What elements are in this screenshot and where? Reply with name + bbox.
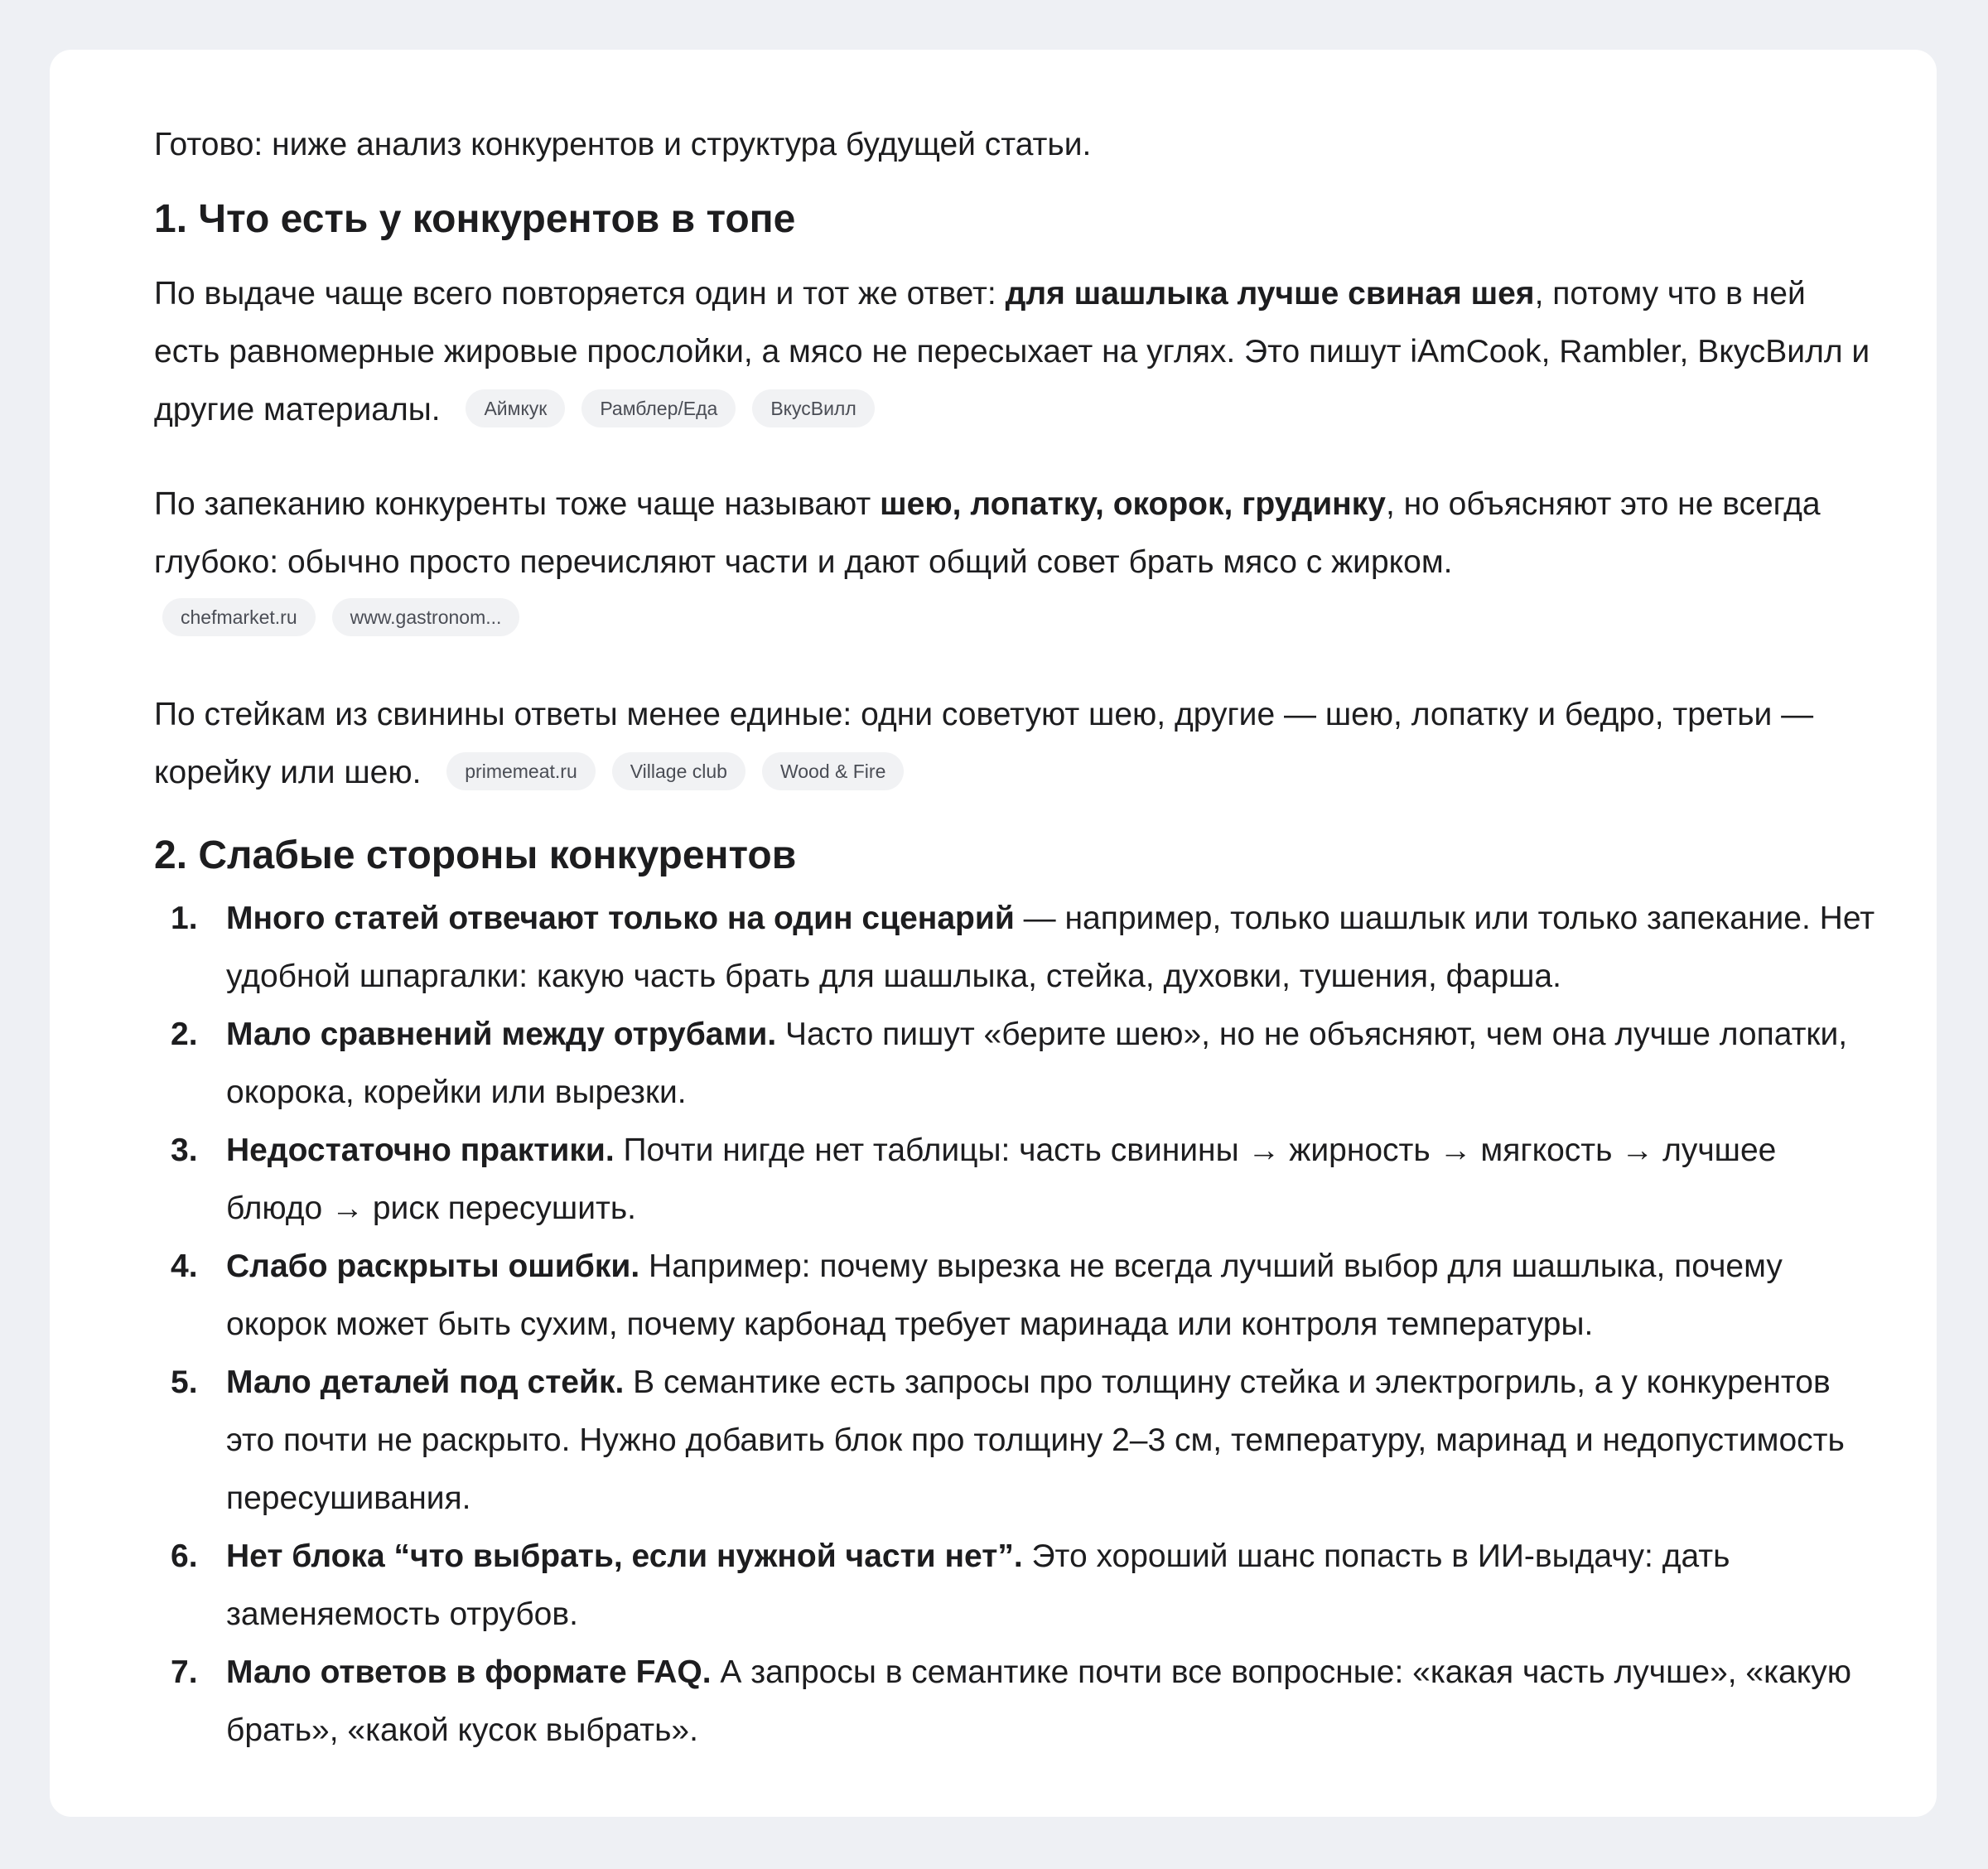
- list-item: 1. Много статей отвечают только на один сценарий — например, только шашлык или только запекание. Нет удобной шпаргалки: какую часть брать для шашлыка, стейка, духовки, тушения, фарша.: [171, 901, 1875, 994]
- source-chip[interactable]: primemeat.ru: [446, 752, 595, 790]
- source-chip[interactable]: Рамблер/Еда: [581, 389, 736, 427]
- highlight-text: для шашлыка лучше свиная шея: [1005, 276, 1535, 312]
- source-chip[interactable]: www.gastronom...: [332, 598, 520, 636]
- section1-heading: 1. Что есть у конкурентов в топе: [154, 197, 796, 241]
- section1-paragraph-2: По запеканию конкуренты тоже чаще называют шею, лопатку, окорок, грудинку, но объясняют это не всегда глубоко: обычно просто перечисляют части и дают общий совет брать мясо с жирком.: [154, 486, 1821, 580]
- source-chips-row: [154, 592, 1879, 650]
- list-item: 7. Мало ответов в формате FAQ. А запросы в семантике почти все вопросные: «какая часть лучше», «какую брать», «какой кусок выбрать».: [171, 1654, 1851, 1748]
- weaknesses-list: [154, 890, 1879, 1760]
- list-item: 3. Недостаточно практики. Почти нигде нет таблицы: часть свинины → жирность → мягкость → лучшее блюдо → риск пересушить.: [171, 1133, 1777, 1226]
- section2-heading: 2. Слабые стороны конкурентов: [154, 833, 797, 877]
- list-item: 4. Слабо раскрыты ошибки. Например: почему вырезка не всегда лучший выбор для шашлыка, почему окорок может быть сухим, почему карбонад требует маринада или контроля температуры.: [171, 1248, 1783, 1342]
- source-chip[interactable]: chefmarket.ru: [162, 598, 316, 636]
- highlight-text: шею, лопатку, окорок, грудинку: [880, 486, 1386, 522]
- intro-text: Готово: ниже анализ конкурентов и структура будущей статьи.: [154, 127, 1092, 162]
- source-chip[interactable]: Village club: [612, 752, 746, 790]
- section1-paragraph-3: По стейкам из свинины ответы менее единые: одни советуют шею, другие — шею, лопатку и бедро, третьи — корейку или шею. primemeat.ru Village club Wood & Fire: [154, 697, 1814, 790]
- source-chip[interactable]: Wood & Fire: [762, 752, 904, 790]
- list-item: 2. Мало сравнений между отрубами. Часто пишут «берите шею», но не объясняют, чем она лучше лопатки, окорока, корейки или вырезки.: [171, 1017, 1848, 1110]
- source-chip[interactable]: ВкусВилл: [752, 389, 874, 427]
- list-item: 6. Нет блока “что выбрать, если нужной части нет”. Это хороший шанс попасть в ИИ-выдачу: дать заменяемость отрубов.: [171, 1538, 1730, 1632]
- list-item: 5. Мало деталей под стейк. В семантике есть запросы про толщину стейка и электрогриль, а у конкурентов это почти не раскрыто. Нужно добавить блок про толщину 2–3 см, температуру, маринад и недопустимость пересушивания.: [171, 1364, 1845, 1516]
- response-card: [50, 50, 1937, 1817]
- section1-paragraph-1: По выдаче чаще всего повторяется один и тот же ответ: для шашлыка лучше свиная шея, потому что в ней есть равномерные жировые прослойки, а мясо не пересыхает на углях. Это пишут iAmCook, Rambler, ВкусВилл и другие материалы. Аймкук Рамблер/Еда ВкусВилл: [154, 276, 1870, 427]
- source-chip[interactable]: Аймкук: [466, 389, 565, 427]
